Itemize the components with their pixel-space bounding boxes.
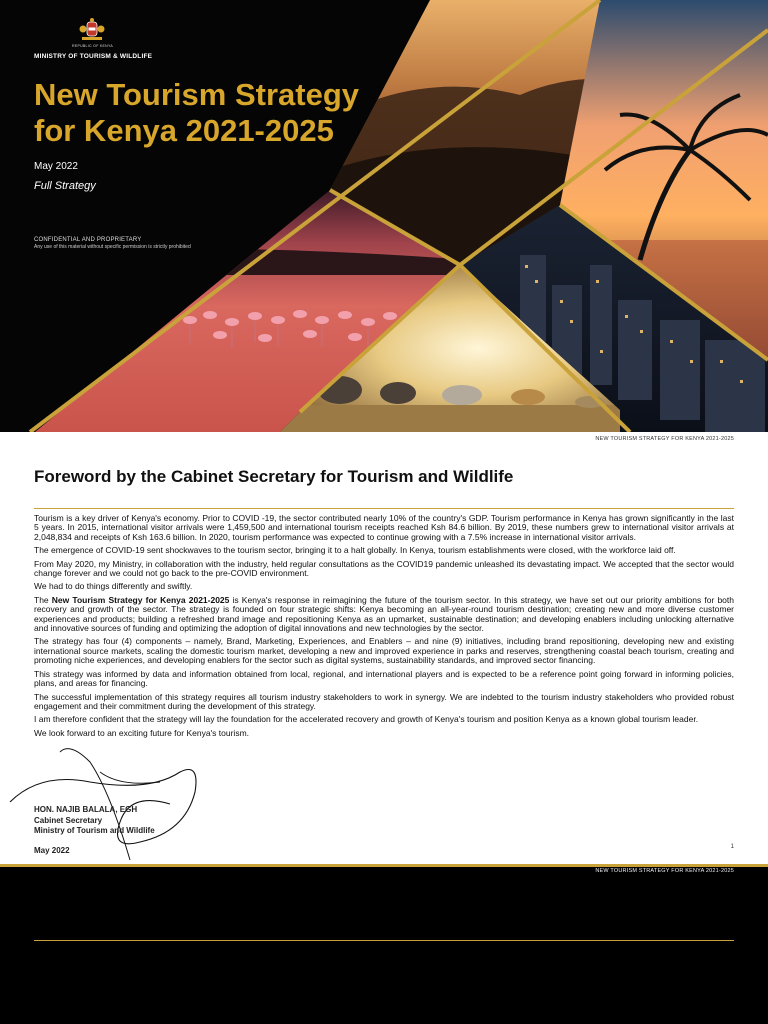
- cover-title-line2: for Kenya 2021-2025: [34, 113, 334, 148]
- title-rule: [34, 508, 734, 509]
- paragraph: We had to do things differently and swiftly.: [34, 581, 193, 592]
- strategy-paragraph: [34, 596, 734, 634]
- paragraph: The strategy has four (4) components – namely, Brand, Marketing, Experiences, and Enablers – and nine (9) initiatives, including brand repositioning, developing new and existing international source markets, scaling the domestic tourism market, developing a new and improved experience in parks and reserves, strengthening coastal beach tourism, creating and promoting niche experiences, and developing enablers for the sector such as digital systems, sustainability standards, and improved sector financing.: [34, 636, 734, 666]
- foreword-body: [34, 514, 734, 742]
- coat-of-arms-icon: [78, 16, 106, 44]
- cover-subtitle: Full Strategy: [34, 180, 96, 192]
- paragraph: Tourism is a key driver of Kenya's economy. Prior to COVID -19, the sector contributed nearly 10% of the country's GDP. Tourism performance in Kenya has grown significantly in the last 5 years. In 2015, international visitor arrivals were 1,459,500 and international tourism receipts reached Ksh 84.6 billion. By 2019, these numbers grew to international visitor arrivals at 2,048,834 and receipts of Ksh 163.6 billion. In 2020, tourism performance was expected to continue growing with a 7.5% increase in international visitor arrivals.: [34, 513, 734, 542]
- running-header: NEW TOURISM STRATEGY FOR KENYA 2021-2025: [595, 436, 734, 442]
- cover-title: [34, 77, 404, 149]
- foreword-title: Foreword by the Cabinet Secretary for Tourism and Wildlife: [34, 467, 514, 486]
- paragraph: From May 2020, my Ministry, in collaboration with the industry, held regular consultations as the COVID19 pandemic unleashed its devastating impact. We accepted that the sector would change forever and we could not go back to the pre-COVID environment.: [34, 558, 734, 579]
- ministry-name: MINISTRY OF TOURISM & WILDLIFE: [34, 53, 153, 60]
- strategy-name: New Tourism Strategy for Kenya 2021-2025: [51, 594, 230, 605]
- cover-photo-collage: [0, 0, 768, 432]
- confidential-label: CONFIDENTIAL AND PROPRIETARY: [34, 237, 142, 243]
- signatory-organization: Ministry of Tourism and Wildlife: [34, 826, 155, 835]
- paragraph-rest: is Kenya's response in reimagining the future of the tourism sector. In this strategy, we have set out our priority ambitions for both recovery and growth of the sector. The strategy is founded on four strategic shifts: Kenya becoming an all-year-round tourism destination; creating new and more diverse customer experiences and products; building a refreshed brand image and repositioning Kenya as an upmarket, sustainable destination; and developing enablers including unlocking alternative and innovative sources of funding and optimizing the adoption of digital innovations and new technologies by the sector.: [34, 594, 734, 634]
- running-header: NEW TOURISM STRATEGY FOR KENYA 2021-2025: [595, 868, 734, 874]
- confidential-note: Any use of this material without specific permission is strictly prohibited: [34, 244, 191, 250]
- signature-block: [34, 805, 155, 837]
- page-number: 1: [730, 844, 734, 850]
- cover-title-line1: New Tourism Strategy: [34, 77, 360, 112]
- foreword-page: [0, 432, 768, 864]
- page-divider: [0, 864, 768, 867]
- report-cover: [0, 0, 768, 432]
- paragraph-prefix: The: [34, 594, 52, 605]
- paragraph: The successful implementation of this strategy requires all tourism industry stakeholders to work in synergy. We are indebted to the tourism industry stakeholders who provided robust engagement and their commitment during the development of this strategy.: [34, 691, 734, 711]
- paragraph: We look forward to an exciting future for Kenya's tourism.: [34, 727, 250, 738]
- signatory-name: HON. NAJIB BALALA, EGH: [34, 805, 138, 814]
- signatory-role: Cabinet Secretary: [34, 815, 103, 825]
- signature-date: May 2022: [34, 846, 70, 855]
- next-page: [0, 864, 768, 1024]
- paragraph: This strategy was informed by data and information obtained from local, regional, and international players and is expected to be a reference point going forward in informing policies, plans, and areas for financing.: [34, 668, 734, 689]
- title-rule: [34, 940, 734, 941]
- paragraph: I am therefore confident that the strategy will lay the foundation for the accelerated recovery and growth of Kenya's tourism and position Kenya as a known global tourism leader.: [34, 714, 699, 725]
- handwritten-signature: [0, 732, 240, 864]
- cover-date: May 2022: [34, 161, 78, 172]
- crest-caption: REPUBLIC OF KENYA: [72, 44, 114, 48]
- paragraph: The emergence of COVID-19 sent shockwaves to the tourism sector, bringing it to a halt globally. In Kenya, tourism establishments were closed, with the workforce laid off.: [34, 545, 676, 556]
